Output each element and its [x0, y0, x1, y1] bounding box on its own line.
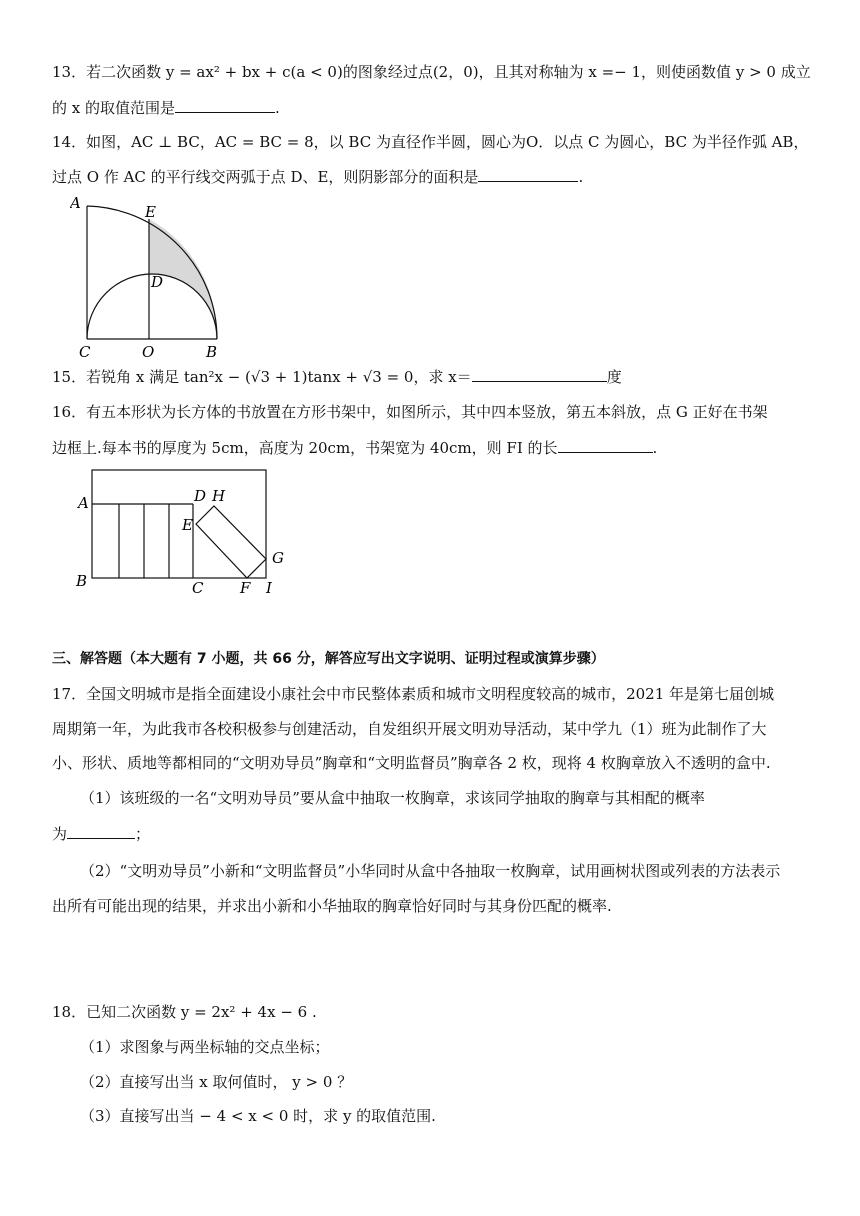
- q13-answer-blank: [175, 97, 275, 113]
- q16-label-b: B: [76, 572, 88, 590]
- q16-label-f: F: [240, 579, 251, 597]
- q17-answer-blank: [67, 823, 135, 839]
- q15-line: [52, 366, 622, 387]
- q17-line2: 周期第一年，为此我市各校积极参与创建活动，自发组织开展文明劝导活动，某中学九（1）班为此制作了大: [52, 720, 767, 738]
- q14-label-b: B: [206, 343, 218, 360]
- q17-part1-end: ；: [135, 825, 151, 843]
- q14-label-e: E: [145, 203, 156, 221]
- q17-part2-line1: （2）“文明劝导员”小新和“文明监督员”小华同时从盒中各抽取一枚胸章，试用画树状图或列表的方法表示: [80, 862, 781, 880]
- q17-part1-text: 为: [52, 825, 68, 843]
- q17-part2-line2: 出所有可能出现的结果，并求出小新和小华抽取的胸章恰好同时与其身份匹配的概率.: [52, 897, 612, 915]
- q14-line1: 14．如图，AC ⊥ BC，AC = BC = 8，以 BC 为直径作半圆，圆心为O．以点 C 为圆心，BC 为半径作弧 AB，: [52, 133, 809, 151]
- q17-line1: 17．全国文明城市是指全面建设小康社会中市民整体素质和城市文明程度较高的城市，2021 年是第七届创城: [52, 685, 775, 703]
- q16-answer-blank: [558, 437, 653, 453]
- q14-answer-blank: [478, 166, 578, 182]
- q16-line2-end: .: [652, 439, 658, 457]
- q16-line2: [52, 437, 657, 458]
- q16-label-g: G: [272, 549, 284, 567]
- q15-answer-blank: [472, 366, 607, 382]
- q14-line2-end: .: [578, 168, 584, 186]
- q16-label-d: D: [194, 487, 207, 505]
- q17-part1-line2: [52, 823, 150, 844]
- q16-label-e: E: [182, 516, 193, 534]
- q14-label-a: A: [70, 194, 81, 212]
- q16-label-c: C: [192, 579, 204, 597]
- q14-line2-text: 过点 O 作 AC 的平行线交两弧于点 D、E，则阴影部分的面积是: [52, 168, 479, 186]
- section3-heading: 三、解答题（本大题有 7 小题，共 66 分，解答应写出文字说明、证明过程或演算步骤）: [52, 651, 605, 667]
- q14-label-c: C: [79, 343, 91, 360]
- q14-figure: [70, 192, 230, 360]
- q14-label-d: D: [151, 273, 164, 291]
- q13-line2: [52, 97, 280, 118]
- q14-line2: [52, 166, 583, 187]
- q16-label-a: A: [78, 494, 89, 512]
- q17-part1-line1: （1）该班级的一名“文明劝导员”要从盒中抽取一枚胸章，求该同学抽取的胸章与其相配的概率: [80, 789, 705, 807]
- q14-label-o: O: [142, 343, 155, 360]
- q13-line2-text: 的 x 的取值范围是: [52, 99, 175, 117]
- q16-line1: 16．有五本形状为长方体的书放置在方形书架中，如图所示，其中四本竖放，第五本斜放，点 G 正好在书架: [52, 403, 768, 421]
- q18-line1: 18．已知二次函数 y = 2x² + 4x − 6 .: [52, 1003, 317, 1021]
- q18-part1: （1）求图象与两坐标轴的交点坐标；: [80, 1038, 330, 1056]
- q15-unit: 度: [606, 368, 622, 386]
- q17-line3: 小、形状、质地等都相同的“文明劝导员”胸章和“文明监督员”胸章各 2 枚，现将 4 枚胸章放入不透明的盒中.: [52, 754, 771, 772]
- q16-label-h: H: [212, 487, 226, 505]
- q18-part3: （3）直接写出当 − 4 < x < 0 时，求 y 的取值范围.: [80, 1107, 436, 1125]
- q16-slanted-book: [196, 506, 266, 578]
- q16-shelf-frame: [92, 470, 266, 578]
- q18-part2: （2）直接写出当 x 取何值时， y > 0 ？: [80, 1073, 353, 1091]
- q16-figure: [70, 462, 290, 598]
- q16-label-i: I: [266, 579, 272, 597]
- q15-text: 15．若锐角 x 满足 tan²x − (√3 + 1)tanx + √3 = 0，求 x＝: [52, 368, 472, 386]
- q16-line2-text: 边框上.每本书的厚度为 5cm，高度为 20cm，书架宽为 40cm，则 FI 的长: [52, 439, 558, 457]
- q13-line2-end: .: [275, 99, 280, 117]
- q13-line1: 13．若二次函数 y = ax² + bx + c(a < 0)的图象经过点(2，0)，且其对称轴为 x =− 1，则使函数值 y > 0 成立: [52, 63, 811, 81]
